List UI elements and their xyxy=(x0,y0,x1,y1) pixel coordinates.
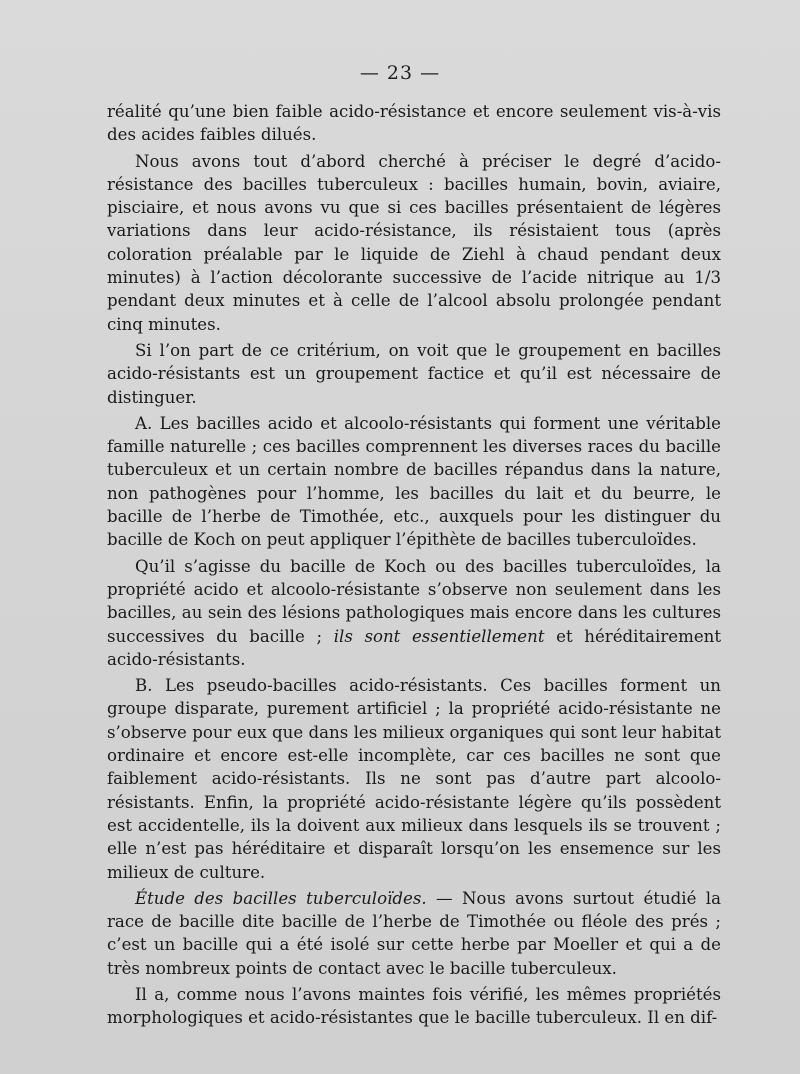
paragraph-acido-resistance-degree: Nous avons tout d’abord cherché à préciser le degré d’acido-résistance des bacilles tuberculeux : bacilles humain, bovin, aviaire, pisciaire, et nous avons vu que si ces bacilles présentaient de légères variations dans leur acido-résistance, ils résistaient tous (après coloration préalable par le liquide de Ziehl à chaud pendant deux minutes) à l’action décolorante successive de l’acide nitrique au 1/3 pendant deux minutes et à celle de l’alcool absolu prolongée pendant cinq minutes. xyxy=(107,151,721,334)
paragraph-koch-tuberculoids xyxy=(107,555,721,671)
paragraph-etude-text: — Nous avons surtout étudié la race de bacille dite bacille de l’herbe de Timothée ou fléole des prés ; c’est un bacille qui a été isolé sur cette herbe par Moeller et qui a de très nombreux points de contact avec le bacille tuberculeux. xyxy=(107,888,721,978)
section-heading-etude: Étude des bacilles tuberculoïdes. xyxy=(135,888,427,908)
page-number: — 23 — xyxy=(359,62,441,84)
body-text xyxy=(107,100,721,1030)
paragraph-continuation: réalité qu’une bien faible acido-résistance et encore seulement vis-à-vis des acides faibles dilués. xyxy=(107,102,721,145)
paragraph-koch-text-end: et héréditairement acido-résistants. xyxy=(107,626,722,669)
paragraph-final: Il a, comme nous l’avons maintes fois vérifié, les mêmes propriétés morphologiques et acido-résistantes que le bacille tuberculeux. Il en dif- xyxy=(107,984,721,1028)
paragraph-section-a: A. Les bacilles acido et alcoolo-résistants qui forment une véritable famille naturelle ; ces bacilles comprennent les diverses races du bacille tuberculeux et un certain nombre de bacilles répandus dans la nature, non pathogènes pour l’homme, les bacilles du lait et du beurre, le bacille de l’herbe de Timothée, etc., auxquels pour les distinguer du bacille de Koch on peut appliquer l’épithète de bacilles tuberculoïdes. xyxy=(107,413,721,550)
paragraph-koch-emphasis: ils sont essentiellement xyxy=(333,626,545,646)
paragraph-etude xyxy=(107,887,721,980)
paragraph-criterium: Si l’on part de ce critérium, on voit que le groupement en bacilles acido-résistants est un groupement factice et qu’il est nécessaire de distinguer. xyxy=(107,340,721,407)
paragraph-section-b: B. Les pseudo-bacilles acido-résistants. Ces bacilles forment un groupe disparate, purement artificiel ; la propriété acido-résistante ne s’observe pour eux que dans les milieux organiques qui sont leur habitat ordinaire et encore est-elle incomplète, car ces bacilles ne sont que faiblement acido-résistants. Ils ne sont pas d’autre part alcoolo-résistants. Enfin, la propriété acido-résistante légère qu’ils possèdent est accidentelle, ils la doivent aux milieux dans lesquels ils se trouvent ; elle n’est pas héréditaire et disparaît lorsqu’on les ensemence sur les milieux de culture. xyxy=(107,676,721,882)
paragraph-koch-text: Qu’il s’agisse du bacille de Koch ou des bacilles tuberculoïdes, la propriété acido et alcoolo-résistante s’observe non seulement dans les bacilles, au sein des lésions pathologiques mais encore dans les cultures successives du bacille ; xyxy=(107,556,721,646)
